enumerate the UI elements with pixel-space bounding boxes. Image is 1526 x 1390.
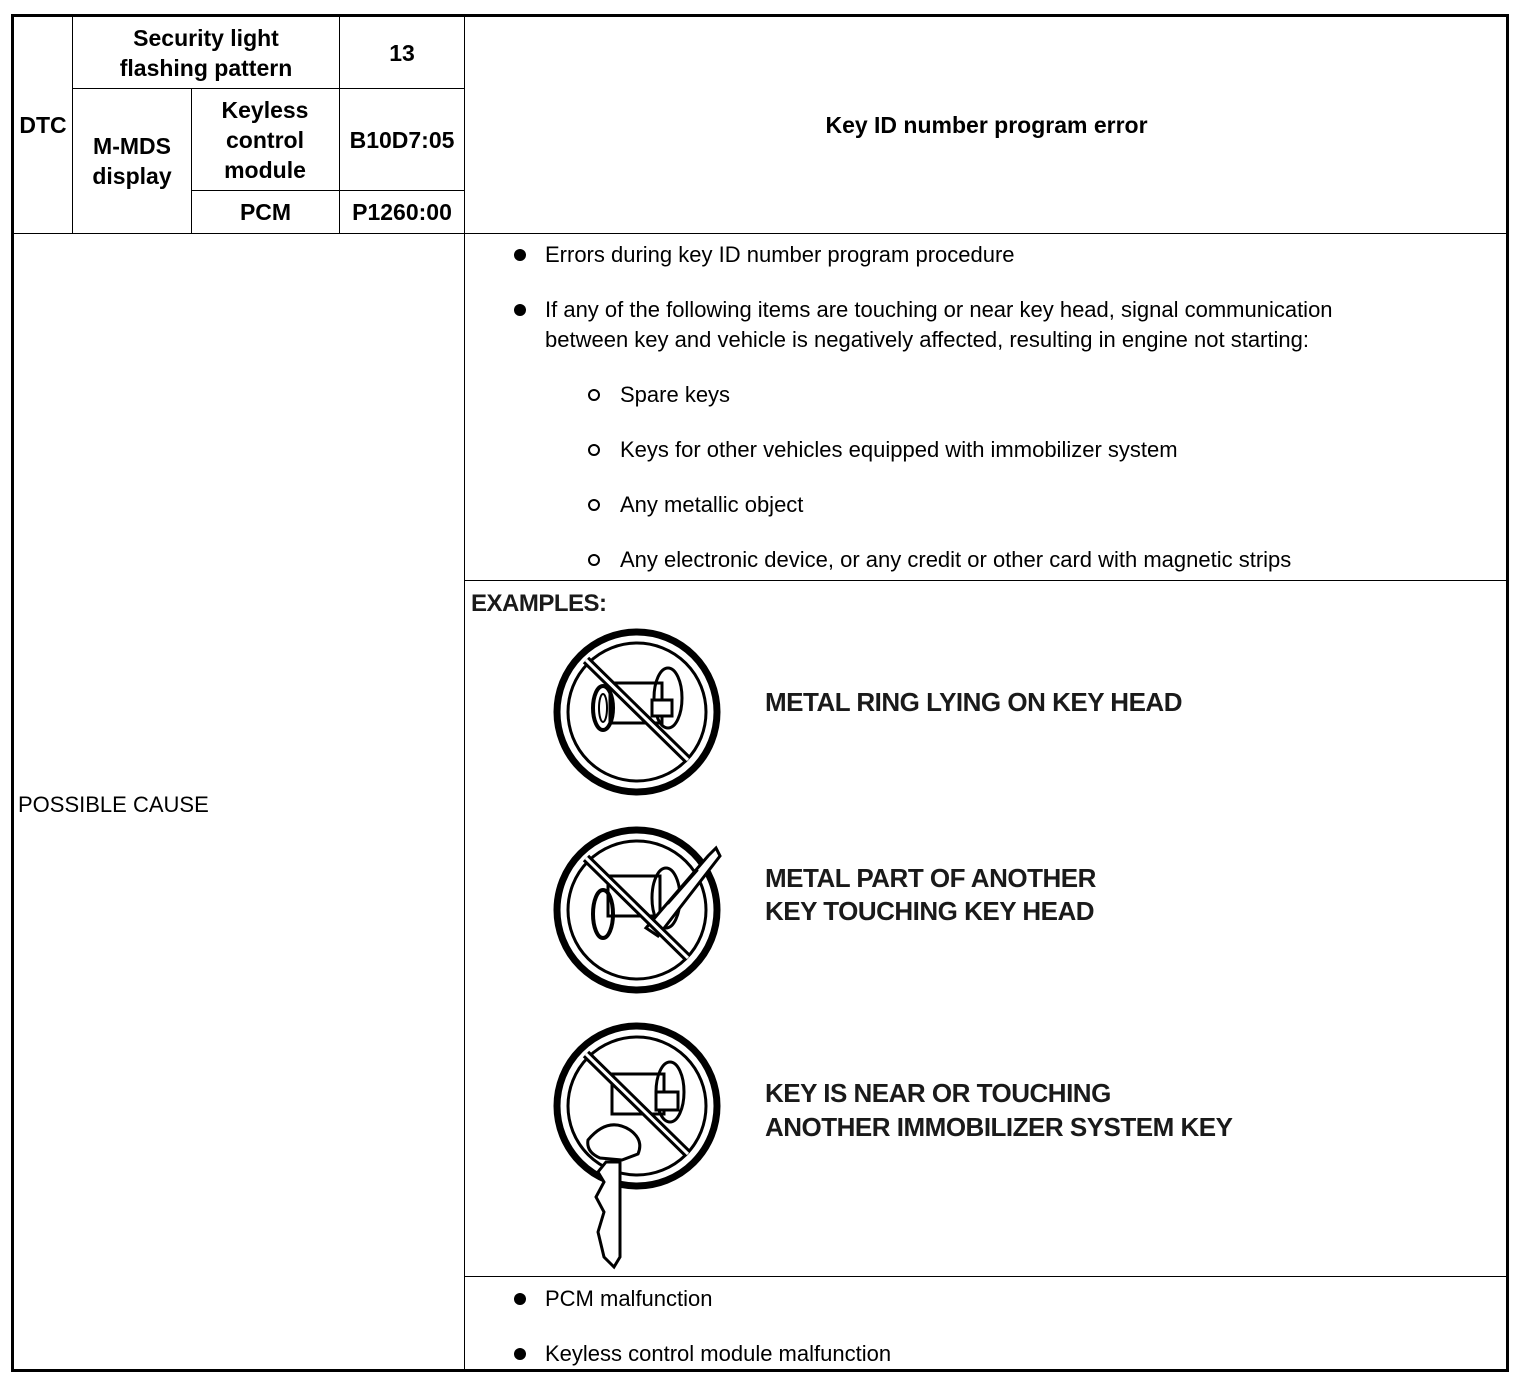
- example-label: KEY IS NEAR OR TOUCHING: [765, 1078, 1111, 1108]
- cause-bullet: PCM malfunction: [545, 1286, 713, 1311]
- mmds-label: M-MDS display: [92, 133, 172, 189]
- no-metal-ring-icon: [548, 628, 728, 798]
- example-label: METAL PART OF ANOTHER: [765, 863, 1096, 893]
- pcm-code: P1260:00: [352, 199, 452, 225]
- no-metal-key-icon: [548, 826, 728, 996]
- flash-pattern-label: Security light flashing pattern: [119, 24, 293, 81]
- example-label: ANOTHER IMMOBILIZER SYSTEM KEY: [765, 1112, 1233, 1142]
- sub-item: Any electronic device, or any credit or other card with magnetic strips: [620, 547, 1292, 572]
- possible-cause-label: POSSIBLE CAUSE: [18, 792, 209, 817]
- examples-title: EXAMPLES:: [471, 590, 607, 617]
- dtc-label: DTC: [19, 112, 67, 138]
- keyless-module-label: Keyless control module: [221, 96, 309, 183]
- sub-item: Keys for other vehicles equipped with immobilizer system: [620, 437, 1178, 462]
- bullet-icon: [514, 304, 526, 316]
- cause-bullet: Errors during key ID number program procedure: [545, 242, 1015, 267]
- cause-bullet: Keyless control module malfunction: [545, 1341, 892, 1366]
- sub-item: Spare keys: [620, 382, 731, 407]
- sub-bullet-icon: [588, 554, 600, 566]
- cause-bullet-continuation: between key and vehicle is negatively affected, resulting in engine not starting:: [545, 327, 1309, 352]
- pcm-label: PCM: [239, 199, 292, 225]
- no-other-key-icon: [548, 1022, 728, 1272]
- divider: [464, 580, 1508, 581]
- flash-pattern-value: 13: [389, 39, 415, 66]
- keyless-module-code: B10D7:05: [349, 126, 455, 153]
- sub-bullet-icon: [588, 389, 600, 401]
- dtc-description: Key ID number program error: [825, 112, 1148, 138]
- bullet-icon: [514, 1293, 526, 1305]
- sub-bullet-icon: [588, 444, 600, 456]
- bullet-icon: [514, 249, 526, 261]
- sub-item: Any metallic object: [620, 492, 804, 517]
- divider: [13, 233, 1508, 234]
- cause-bullet: If any of the following items are touching or near key head, signal communication: [545, 297, 1333, 322]
- divider: [464, 1276, 1508, 1277]
- example-label: KEY TOUCHING KEY HEAD: [765, 896, 1095, 926]
- bullet-icon: [514, 1348, 526, 1360]
- example-label: METAL RING LYING ON KEY HEAD: [765, 687, 1182, 717]
- sub-bullet-icon: [588, 499, 600, 511]
- divider: [72, 16, 73, 234]
